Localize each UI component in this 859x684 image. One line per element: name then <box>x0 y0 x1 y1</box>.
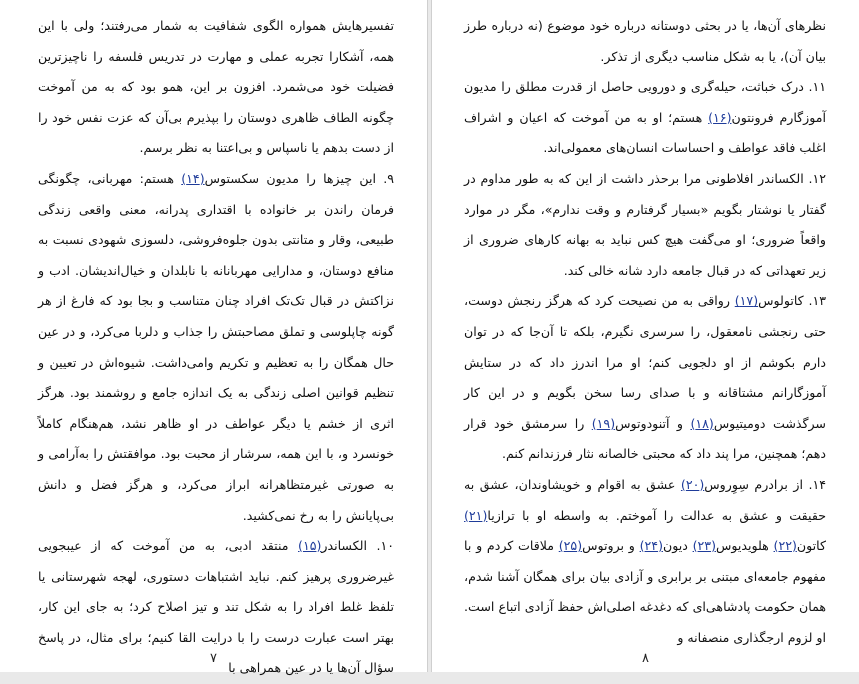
footnote-link[interactable]: (۱۷) <box>734 293 759 309</box>
footnote-link[interactable]: (۲۳) <box>692 538 716 554</box>
paragraph-text: ملاقات کردم و با مفهوم جامعه‌ای مبتنی بر برابری و آزادی بیان برای همگان آشنا شدم، همان حکومت پادشاهی‌ای که دغدغه اصلی‌اش حفظ آزادی اتباع است. او لزوم ارجگذاری منصفانه و <box>464 538 826 645</box>
paragraph-text: ۱۴. از برادرم سِوِروس <box>704 476 826 492</box>
paragraph-text: را سرمشق خود قرار دهم؛ همچنین، مرا پند داد که محبتی خالصانه نثار فرزندانم کنم. <box>464 415 826 462</box>
paragraph-text: هستم: مهربانی، چگونگی فرمان راندن بر خانواده با اقتداری پدرانه، معنی واقعی زندگی طبیعی، وقار و متانتی بدون جلوه‌فروشی، دلسوزی شهودی نسبت به منافع دوستان، و مدارایی مهربانانه با نابلدان و خیال‌اندیشان. ادب و نزاکتش در قبال تک‌تک افراد چنان متناسب و بجا بود که فارغ از هر گونه چاپلوسی و تملق مصاحبتش را جذاب و دلربا می‌کرد، و در عین حال همگان را به تعظیم و تکریم وامی‌داشت. شیوه‌اش در تعیین و تنظیم قوانین اصلی زندگی به یک اندازه جامع و روشمند بود. هرگز اثری از خشم یا دیگر عواطف در او ظاهر نشد، هم‌هنگام کاملاً خونسرد و، با این همه، سرشار از محبت بود. موافقتش را به‌آرامی و به صورتی غیرمتظاهرانه ابراز می‌کرد، و هرگز فضل و دانش بی‌پایانش را به رخ نمی‌کشید. <box>38 170 394 523</box>
paragraph-text: ۱۲. الکساندر افلاطونی مرا برحذر داشت از این که به طور مداوم در گفتار یا نوشتار بگویم «بسیار گرفتارم و وقت ندارم»، مگر در موارد واقعاً ضروری؛ او می‌گفت هیچ کس نباید به بهانه کارهای ضروری از زیر تعهداتی که در قبال جامعه دارد شانه خالی کند. <box>464 170 826 278</box>
paragraph <box>38 11 394 164</box>
footnote-link[interactable]: (۲۲) <box>773 538 797 554</box>
paragraph-text: تفسیرهایش همواره الگوی شفافیت به شمار می‌رفتند؛ ولی با این همه، آشکارا تجربه عملی و مهارت در تدریس فلسفه را ناچیزترین فضیلت خود می‌شمرد. افزون بر این، همو بود که به من آموخت چگونه الطاف ظاهری دوستان را بپذیرم بی‌آن که عزت نفس خود را از دست بدهم یا ناسپاس و بی‌اعتنا به نظر برسم. <box>38 18 394 156</box>
footnote-link[interactable]: (۱۴) <box>181 170 205 186</box>
footnote-link[interactable]: (۱۸) <box>690 415 714 431</box>
footnote-link[interactable]: (۲۰) <box>680 476 705 492</box>
footnote-link[interactable]: (۲۱) <box>464 507 488 523</box>
paragraph-text: ۱۰. الکساندر <box>321 538 394 554</box>
paragraph <box>464 286 826 470</box>
footnote-link[interactable]: (۱۹) <box>591 415 616 431</box>
footnote-link[interactable]: (۲۴) <box>639 538 663 554</box>
right-page-text <box>464 11 826 653</box>
paragraph-text: نظرهای آن‌ها، یا در بحثی دوستانه درباره خود موضوع (نه درباره طرز بیان آن)، یا به شکل مناسب دیگری از تذکر. <box>464 18 826 64</box>
paragraph-text: هلوید‌یوس <box>715 538 774 554</box>
footnote-link[interactable]: (۲۵) <box>558 538 583 554</box>
paragraph-text: ۹. این چیزها را مدیون سکستوس <box>204 170 394 186</box>
paragraph-text: و بروتوس <box>582 538 640 554</box>
paragraph <box>464 72 826 164</box>
paragraph-text: کاتون <box>796 538 827 554</box>
paragraph-text: دیون <box>662 538 693 554</box>
paragraph-text: منتقد ادبی، به من آموخت که از عیبجویی غیرضروری پرهیز کنم. نباید اشتباهات دستوری، لهجه شهرستانی یا تلفظ غلط افراد را به شکل تند و تیز اصلاح کرد؛ به جای این کار، بهتر است عبارت درست را با درایت القا کنیم؛ برای مثال، در پاسخ سؤال آن‌ها یا در عین همراهی با <box>38 538 394 676</box>
paragraph-text: رواقی به من نصیحت کرد که هرگز رنجش دوست، حتی رنجشی نامعقول، را سرسری نگیرم، بلکه تا آن‌جا که در توان دارم بکوشم از او دلجویی کنم؛ او مرا اندرز داد که در ستایش آموزگارانم مشتاقانه و با صدای رسا سخن بگویم و در این کار سرگذشت دومیتیوس <box>464 293 826 431</box>
left-page-text <box>38 11 394 684</box>
paragraph-text: عشق به اقوام و خویشاوندان، عشق به حقیقت و عشق به عدالت را آموختم. به واسطه او با ترازیا <box>464 476 826 523</box>
paragraph <box>38 164 394 531</box>
paragraph-text: و آتنودوتوس <box>615 415 691 431</box>
paragraph <box>464 470 826 654</box>
footnote-link[interactable]: (۱۶) <box>708 109 732 125</box>
right-page-number: ۸ <box>642 651 649 666</box>
right-page <box>431 0 859 672</box>
left-page-number: ۷ <box>210 651 217 666</box>
footnote-link[interactable]: (۱۵) <box>298 538 322 554</box>
paragraph <box>464 11 826 72</box>
paragraph-text: هستم؛ او به من آموخت که اعیان و اشراف اغلب فاقد عواطف و احساسات انسان‌های معمولی‌اند. <box>464 109 826 156</box>
paragraph-text: ۱۱. درک خباثت، حیله‌گری و دورویی حاصل از قدرت مطلق را مدیون آموزگارم فرونتون <box>464 79 826 125</box>
left-page <box>0 0 428 676</box>
paragraph <box>464 164 826 286</box>
paragraph-text: ۱۳. کاتولوس <box>758 293 826 309</box>
